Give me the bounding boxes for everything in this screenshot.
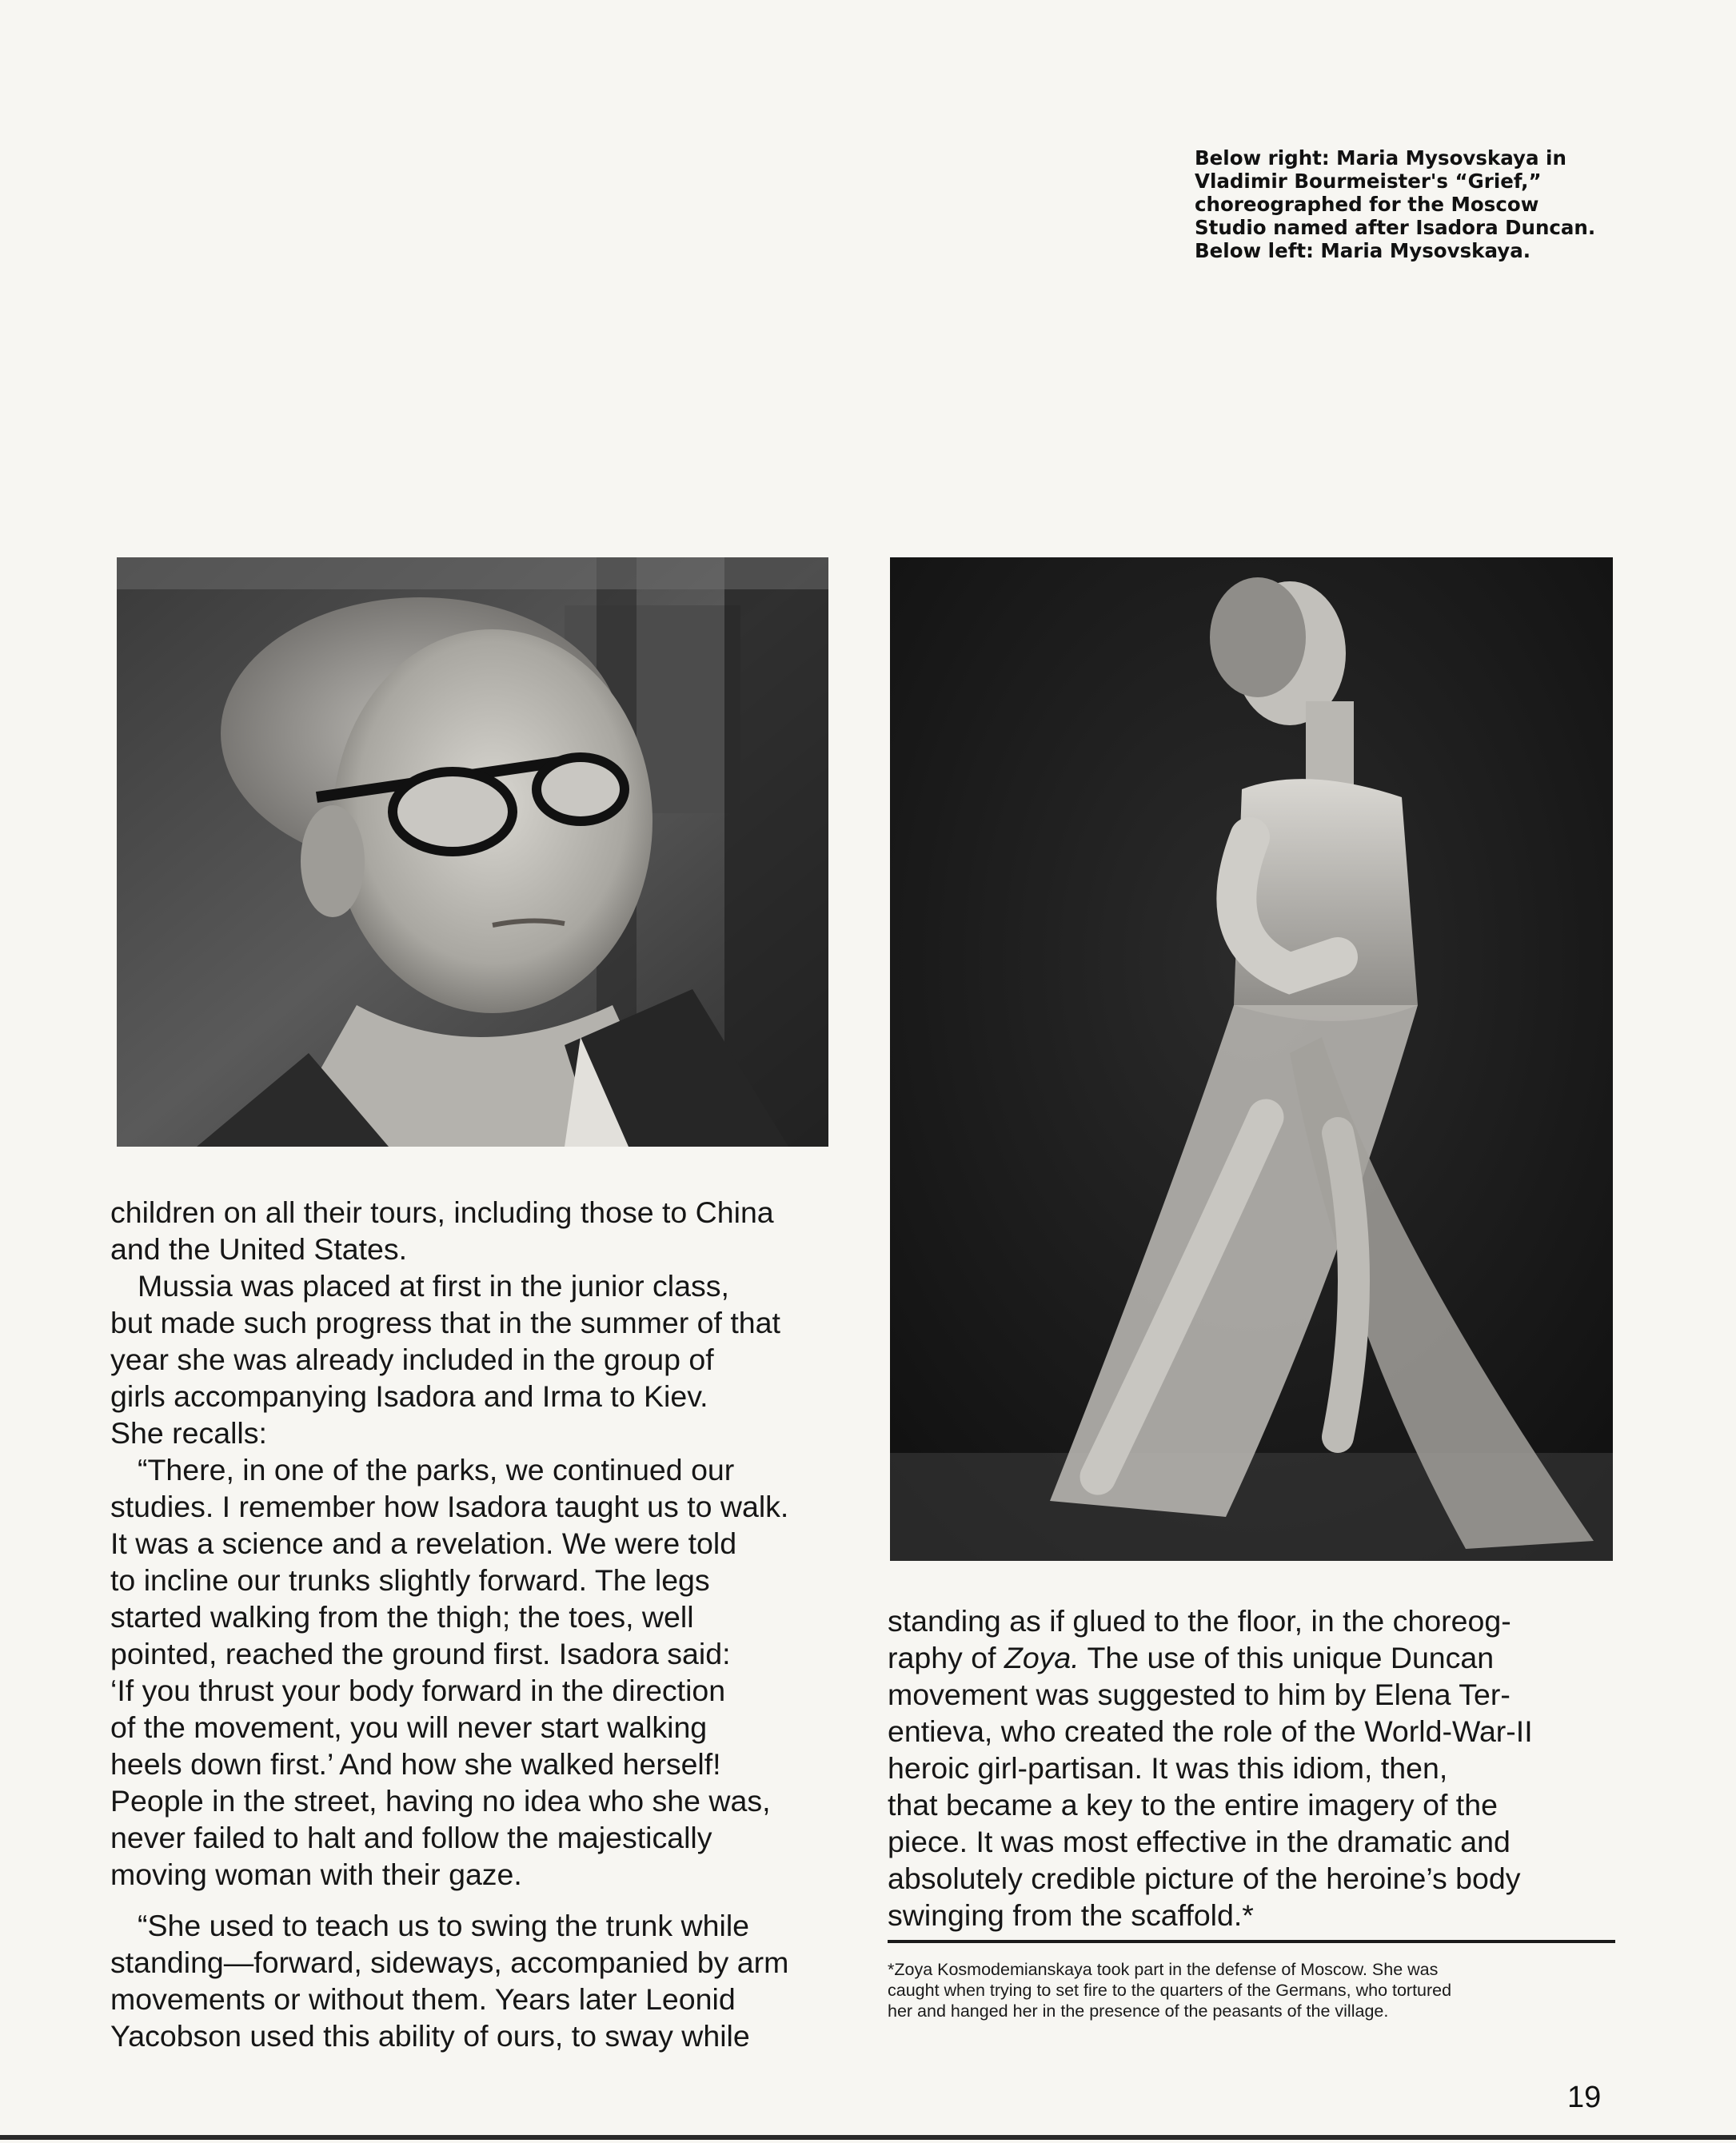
text-line: “She used to teach us to swing the trunk while — [138, 1909, 750, 1942]
text-line: and the United States. — [110, 1232, 408, 1266]
footnote — [888, 1959, 1619, 2021]
left-text-column — [110, 1194, 846, 2054]
text-line: that became a key to the entire imagery of the — [888, 1788, 1498, 1822]
page-number: 19 — [1567, 2081, 1602, 2114]
dancer-photo — [890, 557, 1613, 1561]
text-span: The use of this unique Duncan — [1079, 1641, 1495, 1674]
text-line: to incline our trunks slightly forward. The legs — [110, 1563, 710, 1597]
text-line: studies. I remember how Isadora taught us to walk. — [110, 1490, 789, 1523]
text-line: pointed, reached the ground first. Isadora said: — [110, 1637, 731, 1670]
text-line — [888, 1639, 1607, 1676]
text-line: moving woman with their gaze. — [110, 1858, 522, 1891]
text-line: piece. It was most effective in the dramatic and — [888, 1825, 1511, 1858]
text-line: but made such progress that in the summer of that — [110, 1306, 780, 1339]
text-line: People in the street, having no idea who she was, — [110, 1784, 771, 1818]
caption-line: Vladimir Bourmeister's “Grief,” — [1195, 170, 1542, 193]
text-span: raphy of — [888, 1641, 1004, 1674]
text-line: never failed to halt and follow the majestically — [110, 1821, 712, 1854]
text-line: standing as if glued to the floor, in the choreog- — [888, 1604, 1511, 1638]
caption-line: choreographed for the Moscow — [1195, 193, 1539, 216]
footnote-divider — [888, 1940, 1615, 1943]
text-line: absolutely credible picture of the heroine’s body — [888, 1862, 1521, 1895]
photo-caption — [1195, 146, 1706, 262]
footnote-line: *Zoya Kosmodemianskaya took part in the defense of Moscow. She was — [888, 1960, 1439, 1979]
caption-line: Studio named after Isadora Duncan. — [1195, 216, 1596, 239]
dancer-photo-image — [890, 557, 1613, 1561]
text-line: Yacobson used this ability of ours, to sway while — [110, 2019, 750, 2053]
text-line: She recalls: — [110, 1416, 267, 1450]
text-line: Mussia was placed at first in the junior class, — [138, 1269, 729, 1303]
text-line: entieva, who created the role of the World-War-II — [888, 1714, 1533, 1748]
text-line: ‘If you thrust your body forward in the direction — [110, 1674, 726, 1707]
right-text-column — [888, 1602, 1607, 1933]
text-line: heroic girl-partisan. It was this idiom, then, — [888, 1751, 1448, 1785]
caption-line: Below left: Maria Mysovskaya. — [1195, 239, 1531, 262]
text-line: swinging from the scaffold.* — [888, 1898, 1254, 1932]
footnote-line: her and hanged her in the presence of the peasants of the village. — [888, 2001, 1389, 2021]
text-line: movements or without them. Years later Leonid — [110, 1982, 736, 2016]
text-line: of the movement, you will never start walking — [110, 1710, 708, 1744]
text-line: heels down first.’ And how she walked herself! — [110, 1747, 721, 1781]
footnote-line: caught when trying to set fire to the quarters of the Germans, who tortured — [888, 1981, 1452, 2000]
text-line: children on all their tours, including those to China — [110, 1195, 774, 1229]
text-line: “There, in one of the parks, we continued our — [138, 1453, 735, 1487]
text-line: standing—forward, sideways, accompanied by arm — [110, 1945, 789, 1979]
italic-title: Zoya. — [1004, 1641, 1080, 1674]
caption-line: Below right: Maria Mysovskaya in — [1195, 146, 1566, 170]
page-bottom-edge — [0, 2135, 1736, 2140]
text-line: year she was already included in the group of — [110, 1343, 714, 1376]
text-line: movement was suggested to him by Elena Ter- — [888, 1678, 1511, 1711]
text-line: girls accompanying Isadora and Irma to Kiev. — [110, 1379, 708, 1413]
text-line: started walking from the thigh; the toes, well — [110, 1600, 694, 1634]
portrait-photo-image — [117, 557, 828, 1147]
portrait-photo — [117, 557, 828, 1147]
text-line: It was a science and a revelation. We were told — [110, 1526, 737, 1560]
